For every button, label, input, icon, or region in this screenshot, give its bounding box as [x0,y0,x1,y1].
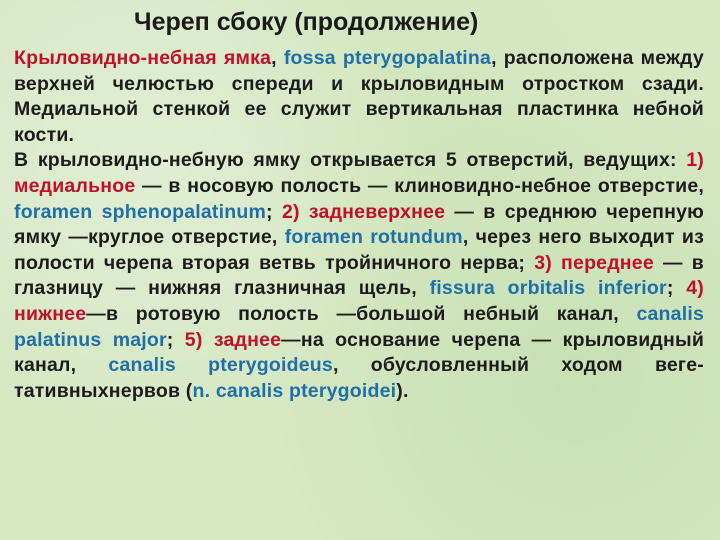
slide-title: Череп сбоку (продолжение) [134,8,479,36]
text-segment: ; [666,277,687,300]
text-segment: ; [266,200,282,223]
text-segment: В крыловидно-небную ямку открывается 5 отверстий, ведущих: [14,149,687,172]
text-segment: , расположена между верхней челюстью спереди и крыловидным отростком сзади. Медиальной стенкой ее служит вертикальная пластинка небной кости. [14,47,704,146]
term-anterior: 3) переднее [534,251,654,274]
text-segment: —на основание черепа — крыловидный канал, [14,328,705,377]
term-posterosuperior: 2) задневерхнее [281,200,446,223]
text-segment: ). [396,379,409,402]
term-fossa-latin: fossa pterygopalatina [283,47,492,69]
text-segment: — в носовую полость — клиновидно-небное отверстие, [135,174,704,197]
term-fissura-orbitalis-inferior: fissura orbitalis inferior [429,277,667,300]
paragraph-fossa [14,46,704,148]
text-segment: — в глазницу — нижняя глазничная щель, [14,251,704,300]
text-segment: — в среднюю черепную ямку —круглое отверстие, [14,200,704,249]
term-canalis-pterygoideus: canalis pterygoideus [108,354,333,377]
text-segment: ; [166,328,185,351]
text-segment: , через него выходит из полости черепа вторая ветвь тройничного нерва; [14,226,704,274]
text-segment: —в ротовую полость —большой небный канал, [86,302,637,325]
body-text [14,46,704,404]
term-n-canalis-pterygoidei: n. canalis pterygoidei [192,379,397,402]
text-segment: , [271,47,284,69]
paragraph-openings [14,148,704,404]
text-segment: , обусловленный ходом веге-тативныхнервов ( [14,354,704,402]
term-fossa-ru: Крыловидно-небная ямка [14,47,272,69]
term-posterior: 5) заднее [184,328,282,351]
term-canalis-palatinus-major: canalis palatinus major [14,302,704,351]
term-inferior: 4) нижнее [14,277,704,325]
term-foramen-rotundum: foramen rotundum [284,226,463,249]
term-medial: 1) медиальное [14,149,704,197]
term-foramen-sphenopalatinum: foramen sphenopalatinum [14,200,266,223]
